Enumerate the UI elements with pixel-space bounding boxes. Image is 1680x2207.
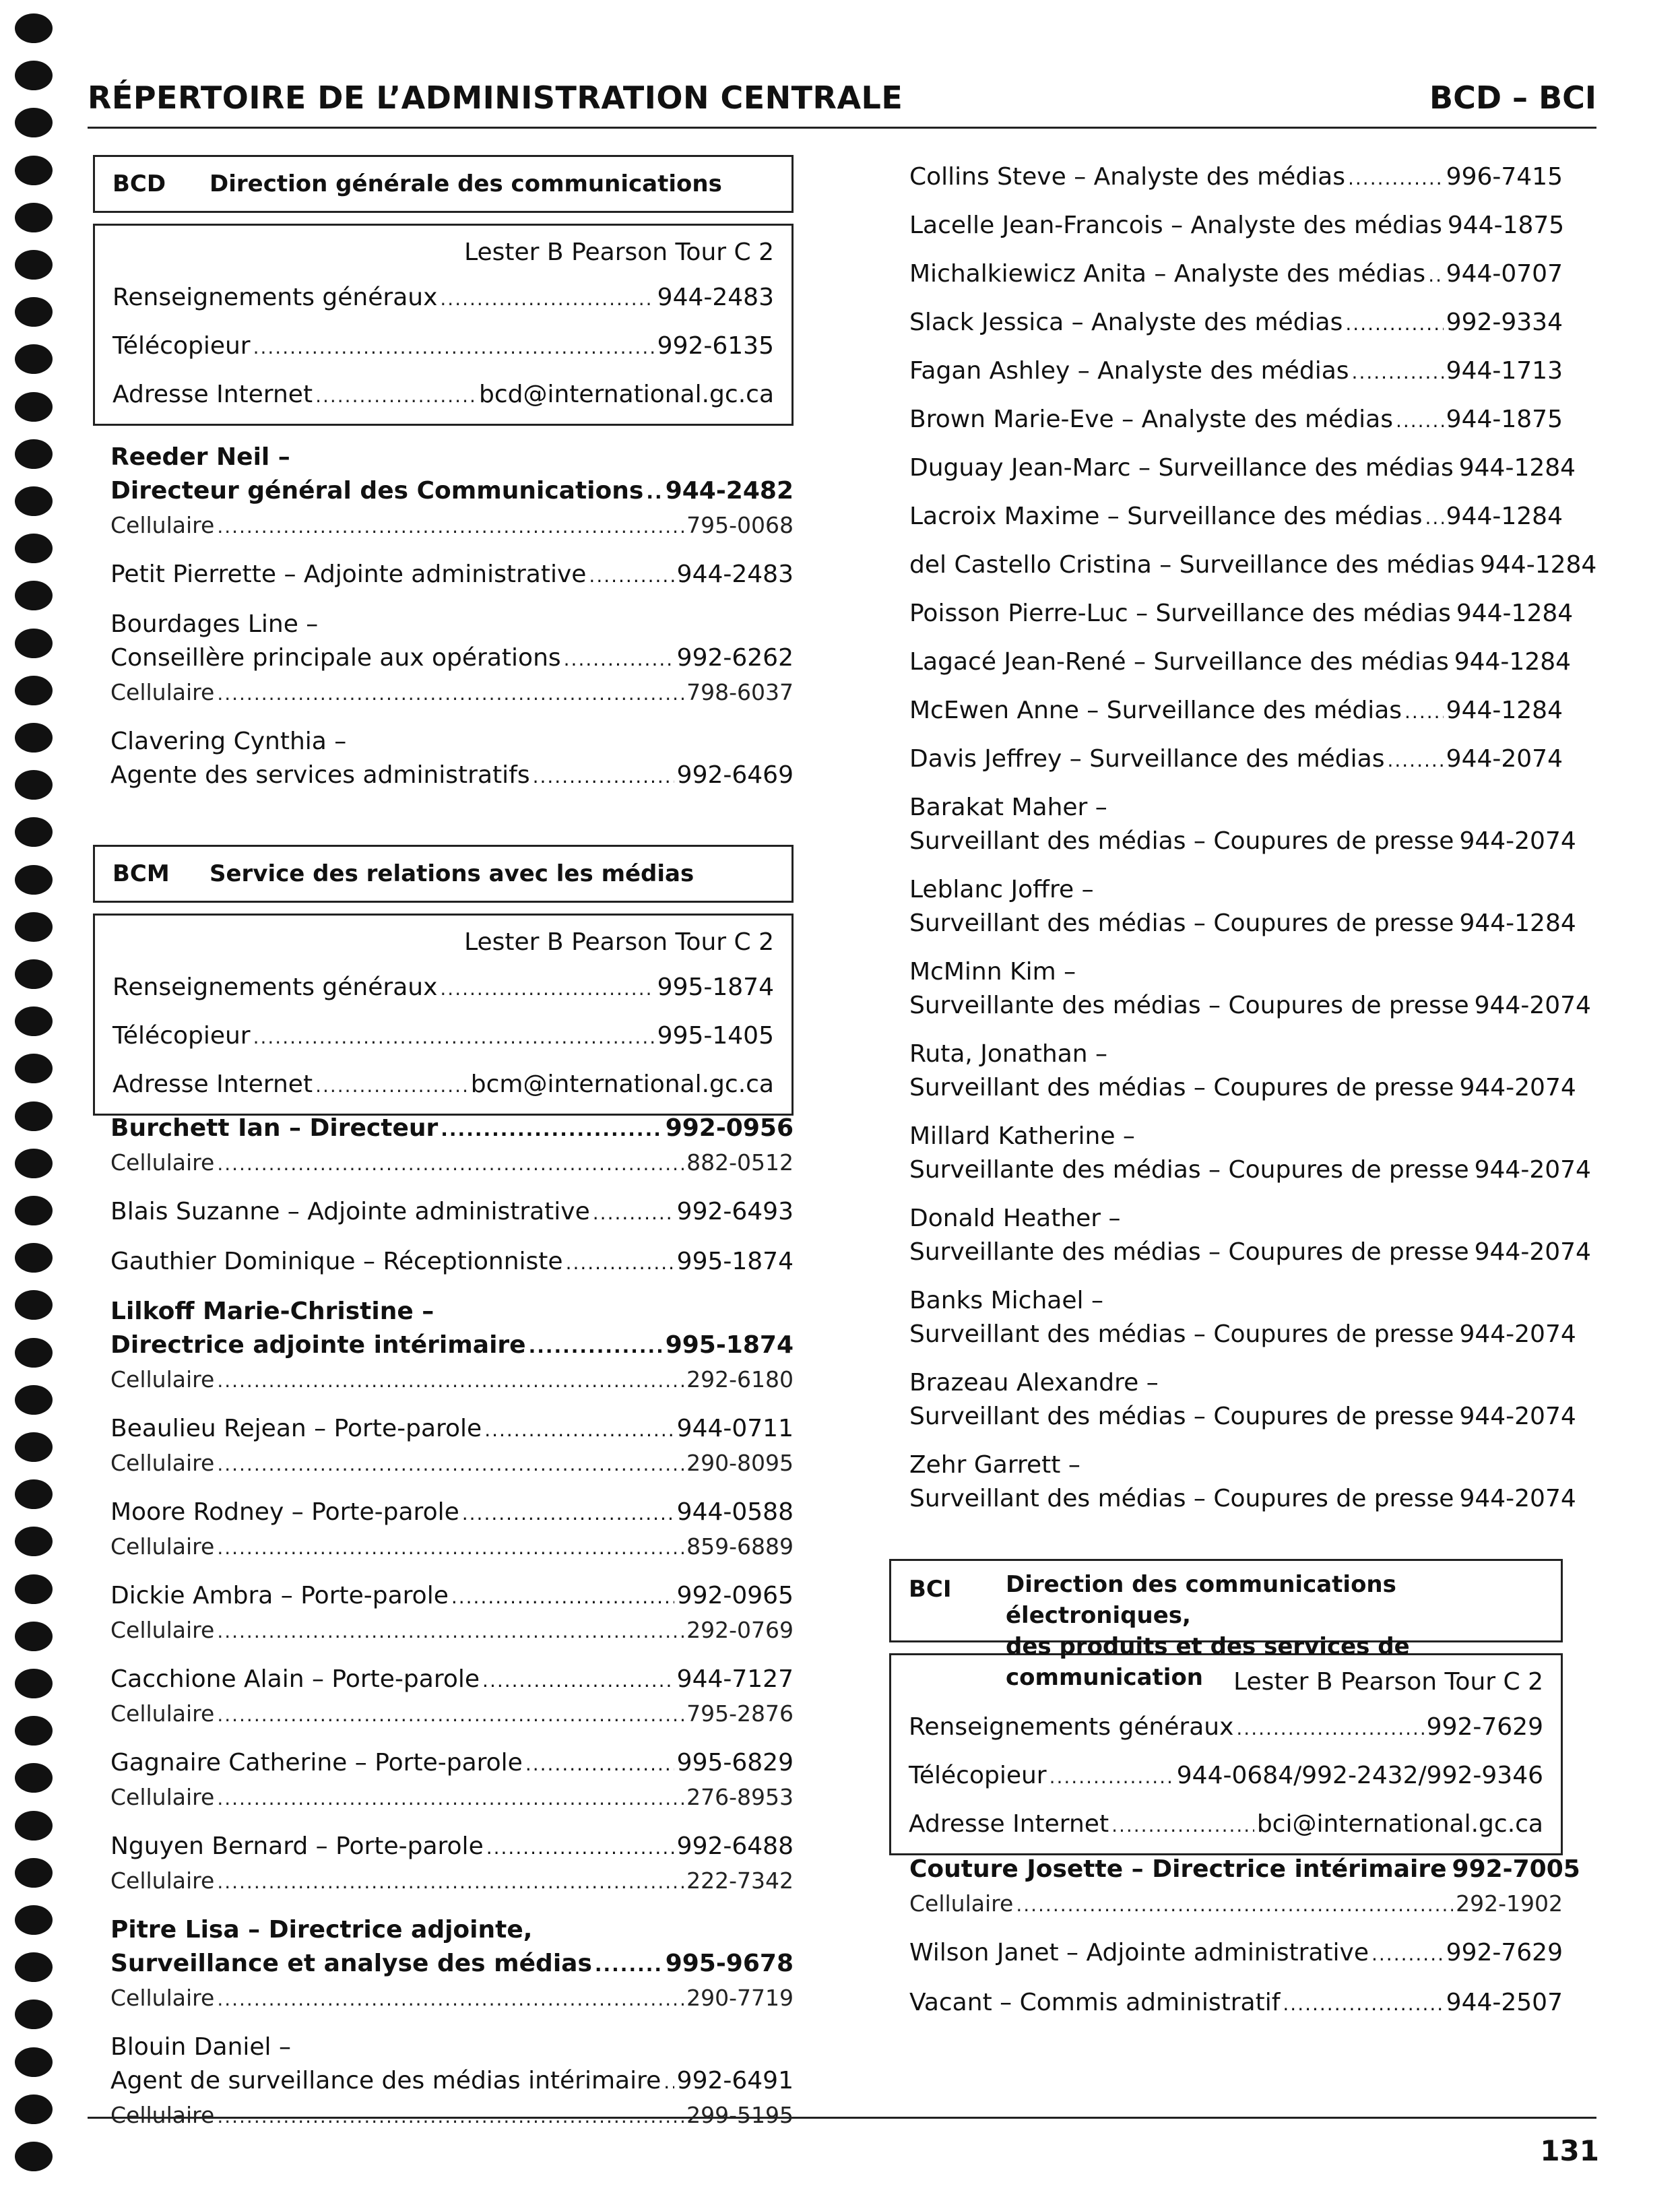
email-link[interactable]: bcd@international.gc.ca	[478, 381, 774, 408]
binding-hole	[15, 392, 53, 422]
cell-label: Cellulaire	[110, 1450, 215, 1476]
binding-hole	[15, 156, 53, 185]
entry-name: Wilson Janet – Adjointe administrative	[909, 1939, 1369, 1966]
location: Lester B Pearson Tour C 2	[464, 238, 774, 266]
list-item	[909, 791, 1576, 860]
list-item	[110, 1295, 794, 1397]
entry-name: del Castello Cristina – Surveillance des médias	[909, 551, 1475, 579]
cell-label: Cellulaire	[110, 2102, 215, 2128]
entry-phone: 995-6829	[676, 1749, 794, 1777]
binding-hole	[15, 2047, 53, 2077]
section-header-bcm	[93, 845, 794, 903]
entry-phone: 944-2074	[1459, 1074, 1576, 1101]
entry-phone: 995-9678	[665, 1950, 794, 1977]
list-item	[110, 441, 794, 543]
entry-phone: 944-1284	[1456, 600, 1574, 627]
binding-hole	[15, 1149, 53, 1178]
entry-name: Lilkoff Marie-Christine –	[110, 1298, 434, 1325]
entry-name: Gauthier Dominique – Réceptionniste	[110, 1248, 563, 1275]
entry-title: Surveillant des médias – Coupures de presse	[909, 827, 1454, 855]
list-item	[909, 451, 1576, 486]
entry-phone: 992-7629	[1446, 1939, 1563, 1966]
entry-name: McMinn Kim –	[909, 958, 1076, 986]
entry-name: Petit Pierrette – Adjointe administrative	[110, 561, 587, 588]
entry-name: Banks Michael –	[909, 1287, 1103, 1314]
section-code: BCD	[112, 170, 166, 197]
binding-hole	[15, 439, 53, 469]
cell-phone: 222-7342	[686, 1867, 794, 1894]
entry-name: Clavering Cynthia –	[110, 728, 347, 755]
info-row	[112, 1061, 774, 1110]
list-item	[909, 1853, 1580, 1921]
cell-label: Cellulaire	[110, 1784, 215, 1810]
entry-name: Zehr Garrett –	[909, 1451, 1080, 1479]
list-item	[110, 1195, 794, 1230]
list-item	[909, 1120, 1591, 1188]
location: Lester B Pearson Tour C 2	[464, 928, 774, 956]
entry-phone: 944-0588	[676, 1498, 794, 1526]
info-row	[112, 1013, 774, 1061]
cell-phone: 798-6037	[686, 679, 794, 705]
entry-phone: 992-0965	[676, 1582, 794, 1609]
cell-label: Cellulaire	[110, 1533, 215, 1560]
list-item	[909, 354, 1563, 389]
info-row	[909, 1752, 1543, 1801]
binding-hole	[15, 1338, 53, 1368]
entry-name: Fagan Ashley – Analyste des médias	[909, 357, 1349, 385]
entry-name: Lacroix Maxime – Surveillance des médias	[909, 503, 1423, 530]
binding-hole	[15, 1858, 53, 1888]
binding-hole	[15, 1432, 53, 1462]
list-item	[110, 608, 794, 710]
entry-name: Lagacé Jean-René – Surveillance des médias	[909, 648, 1449, 676]
list-item	[909, 1202, 1591, 1271]
binding-hole	[15, 1905, 53, 1935]
entry-name: Cacchione Alain – Porte-parole	[110, 1665, 480, 1693]
info-label: Renseignements généraux	[909, 1713, 1234, 1741]
entry-title: Surveillante des médias – Coupures de presse	[909, 1238, 1469, 1266]
binding-hole	[15, 959, 53, 989]
list-item	[909, 160, 1563, 195]
entry-name: Donald Heather –	[909, 1205, 1121, 1232]
entry-title: Directrice adjointe intérimaire	[110, 1331, 526, 1359]
entry-phone: 944-0711	[676, 1415, 794, 1442]
cell-phone: 299-5195	[686, 2102, 794, 2128]
entry-name: Dickie Ambra – Porte-parole	[110, 1582, 449, 1609]
entry-name: Poisson Pierre-Luc – Surveillance des médias	[909, 600, 1451, 627]
list-item	[909, 500, 1563, 535]
list-item	[909, 1037, 1576, 1106]
info-label: Adresse Internet	[909, 1810, 1109, 1838]
list-item	[110, 1412, 794, 1481]
entry-phone: 944-0707	[1446, 260, 1563, 288]
entry-phone: 944-2074	[1459, 827, 1576, 855]
cell-phone: 859-6889	[686, 1533, 794, 1560]
entry-phone: 944-2482	[665, 477, 794, 505]
list-item	[110, 1579, 794, 1648]
info-row	[112, 371, 774, 420]
cell-label: Cellulaire	[110, 1617, 215, 1643]
info-label: Télécopieur	[112, 332, 251, 360]
info-label: Télécopieur	[909, 1762, 1047, 1789]
binding-hole	[15, 581, 53, 610]
section-name: Direction générale des communications	[209, 170, 722, 197]
entries-bcm-continued	[889, 160, 1597, 1517]
info-box-bcm	[93, 914, 794, 1116]
cell-phone: 292-6180	[686, 1366, 794, 1393]
entry-phone: 995-1874	[665, 1331, 794, 1359]
cell-phone: 290-8095	[686, 1450, 794, 1476]
list-item	[110, 558, 794, 593]
entry-name: Barakat Maher –	[909, 794, 1107, 821]
entry-name: Burchett Ian – Directeur	[110, 1114, 439, 1142]
entry-name: Moore Rodney – Porte-parole	[110, 1498, 459, 1526]
binding-hole	[15, 1811, 53, 1841]
binding-hole	[15, 1527, 53, 1556]
email-link[interactable]: bcm@international.gc.ca	[470, 1070, 774, 1098]
entry-phone: 992-0956	[665, 1114, 794, 1142]
list-item	[909, 1366, 1576, 1435]
binding-hole	[15, 2000, 53, 2029]
list-item	[909, 597, 1574, 632]
binding-hole	[15, 629, 53, 658]
info-value: 992-6135	[657, 332, 774, 360]
binding-hole	[15, 250, 53, 280]
binding-hole	[15, 2094, 53, 2124]
entry-name: Millard Katherine –	[909, 1122, 1135, 1150]
entry-name: Collins Steve – Analyste des médias	[909, 163, 1345, 191]
cell-label: Cellulaire	[110, 1867, 215, 1894]
entry-phone: 944-2074	[1446, 745, 1563, 773]
list-item	[110, 1496, 794, 1564]
list-item	[909, 257, 1563, 292]
info-row	[909, 1801, 1543, 1849]
entry-phone: 944-2074	[1459, 1403, 1576, 1430]
section-name	[1006, 1569, 1561, 1693]
entry-phone: 995-1874	[676, 1248, 794, 1275]
entry-name: Reeder Neil –	[110, 443, 290, 471]
info-value: 995-1405	[657, 1022, 774, 1050]
cell-phone: 292-0769	[686, 1617, 794, 1643]
entry-phone: 992-6262	[676, 644, 794, 672]
list-item	[110, 1746, 794, 1815]
binding-hole	[15, 2142, 53, 2171]
info-value: 944-0684/992-2432/992-9346	[1176, 1762, 1543, 1789]
entries-bci	[889, 1853, 1580, 2021]
entry-phone: 992-6488	[676, 1832, 794, 1860]
entry-phone: 992-6491	[676, 2067, 794, 2094]
info-row	[909, 1704, 1543, 1752]
info-row	[112, 274, 774, 323]
entry-phone: 944-1284	[1480, 551, 1597, 579]
cell-label: Cellulaire	[110, 1700, 215, 1727]
list-item	[909, 742, 1563, 777]
list-item	[909, 1448, 1576, 1517]
list-item	[909, 1936, 1563, 1971]
list-item	[110, 1245, 794, 1280]
info-label: Adresse Internet	[112, 381, 313, 408]
email-link[interactable]: bci@international.gc.ca	[1256, 1810, 1543, 1838]
list-item	[909, 306, 1563, 341]
entry-title: Surveillant des médias – Coupures de presse	[909, 909, 1454, 937]
entry-title: Agente des services administratifs	[110, 761, 530, 789]
section-name: Service des relations avec les médias	[209, 860, 694, 887]
entries-bcd	[93, 441, 794, 794]
entry-name: Leblanc Joffre –	[909, 876, 1094, 903]
list-item	[909, 1284, 1576, 1353]
entry-name: Pitre Lisa – Directrice adjointe,	[110, 1916, 533, 1944]
binding-hole	[15, 108, 53, 137]
list-item	[909, 873, 1576, 942]
entry-phone: 944-1284	[1446, 503, 1563, 530]
binding-hole	[15, 770, 53, 800]
cell-label: Cellulaire	[110, 1985, 215, 2011]
cell-phone: 882-0512	[686, 1149, 794, 1176]
section-name-line1: Direction des communications électroniques,	[1006, 1571, 1396, 1629]
info-value: 944-2483	[657, 284, 774, 311]
list-item	[110, 725, 794, 794]
left-column	[93, 155, 794, 2133]
entry-name: Gagnaire Catherine – Porte-parole	[110, 1749, 523, 1777]
entry-phone: 944-1284	[1459, 909, 1576, 937]
entry-title: Surveillant des médias – Coupures de presse	[909, 1320, 1454, 1348]
entry-phone: 944-7127	[676, 1665, 794, 1693]
binding-hole	[15, 61, 53, 90]
list-item	[110, 1913, 794, 2016]
binding-hole	[15, 817, 53, 847]
binding-hole	[15, 203, 53, 232]
entry-name: McEwen Anne – Surveillance des médias	[909, 697, 1402, 724]
binding-hole	[15, 1669, 53, 1698]
binding-hole	[15, 297, 53, 327]
binding-hole	[15, 676, 53, 705]
binding-hole	[15, 1101, 53, 1131]
entry-name: Brown Marie-Eve – Analyste des médias	[909, 406, 1393, 433]
cell-phone: 795-2876	[686, 1700, 794, 1727]
entry-title: Agent de surveillance des médias intérimaire	[110, 2067, 661, 2094]
info-row	[112, 323, 774, 371]
cell-label: Cellulaire	[110, 512, 215, 538]
binding-hole	[15, 1952, 53, 1982]
list-item	[909, 1986, 1563, 2021]
entry-phone: 992-6493	[676, 1198, 794, 1225]
entry-name: Blouin Daniel –	[110, 2033, 291, 2061]
entry-phone: 992-7005	[1452, 1855, 1580, 1883]
cell-label: Cellulaire	[909, 1890, 1014, 1917]
entry-name: Blais Suzanne – Adjointe administrative	[110, 1198, 590, 1225]
info-value: 992-7629	[1426, 1713, 1543, 1741]
entry-title: Surveillante des médias – Coupures de presse	[909, 1156, 1469, 1184]
entry-phone: 996-7415	[1446, 163, 1563, 191]
entries-bcm	[93, 1112, 794, 2133]
list-item	[909, 209, 1563, 244]
entry-phone: 944-2507	[1446, 1989, 1563, 2016]
binding-hole	[15, 1054, 53, 1083]
binding-hole	[15, 1763, 53, 1793]
binding-hole	[15, 865, 53, 895]
location: Lester B Pearson Tour C 2	[1233, 1668, 1543, 1696]
info-label: Adresse Internet	[112, 1070, 313, 1098]
entry-phone: 944-1875	[1446, 406, 1563, 433]
info-label: Télécopieur	[112, 1022, 251, 1050]
binding-hole	[15, 1243, 53, 1273]
cell-label: Cellulaire	[110, 1149, 215, 1176]
list-item	[909, 645, 1572, 680]
info-label: Renseignements généraux	[112, 973, 438, 1001]
entry-phone: 944-1284	[1458, 454, 1576, 482]
entry-phone: 944-2074	[1474, 1156, 1591, 1184]
entry-name: Lacelle Jean-Francois – Analyste des médias	[909, 212, 1442, 239]
binding-hole	[15, 723, 53, 753]
entry-phone: 944-1284	[1454, 648, 1572, 676]
cell-label: Cellulaire	[110, 1366, 215, 1393]
entry-phone: 944-1713	[1446, 357, 1563, 385]
entry-title: Surveillance et analyse des médias	[110, 1950, 592, 1977]
info-label: Renseignements généraux	[112, 284, 438, 311]
entry-title: Conseillère principale aux opérations	[110, 644, 561, 672]
section-name-line2: des produits et des services de communication	[1006, 1633, 1410, 1691]
cell-phone: 290-7719	[686, 1985, 794, 2011]
binding-hole	[15, 912, 53, 942]
cell-phone: 276-8953	[686, 1784, 794, 1810]
entry-name: Brazeau Alexandre –	[909, 1369, 1159, 1397]
entry-name: Couture Josette – Directrice intérimaire	[909, 1855, 1447, 1883]
binding-hole	[15, 1196, 53, 1225]
info-row	[112, 964, 774, 1013]
binding-holes	[15, 13, 55, 2189]
entry-phone: 992-9334	[1446, 309, 1563, 336]
list-item	[110, 1830, 794, 1898]
binding-hole	[15, 13, 53, 43]
page-header	[88, 79, 1596, 129]
binding-hole	[15, 534, 53, 563]
list-item	[909, 548, 1597, 583]
entry-name: Bourdages Line –	[110, 610, 319, 638]
binding-hole	[15, 1290, 53, 1320]
entry-title: Surveillant des médias – Coupures de presse	[909, 1074, 1454, 1101]
list-item	[909, 955, 1591, 1024]
right-column	[889, 160, 1597, 2021]
directory-title: RÉPERTOIRE DE L’ADMINISTRATION CENTRALE	[88, 79, 903, 116]
binding-hole	[15, 1479, 53, 1509]
list-item	[909, 694, 1563, 729]
entry-name: Duguay Jean-Marc – Surveillance des médias	[909, 454, 1454, 482]
entry-phone: 944-2074	[1459, 1320, 1576, 1348]
entry-name: Nguyen Bernard – Porte-parole	[110, 1832, 484, 1860]
entry-title: Surveillant des médias – Coupures de presse	[909, 1403, 1454, 1430]
entry-phone: 944-2074	[1459, 1485, 1576, 1512]
list-item	[110, 1112, 794, 1180]
binding-hole	[15, 344, 53, 374]
entry-phone: 944-2074	[1474, 992, 1591, 1019]
entry-title: Directeur général des Communications	[110, 477, 644, 505]
info-box-bcd	[93, 224, 794, 426]
entry-title: Surveillant des médias – Coupures de presse	[909, 1485, 1454, 1512]
entry-phone: 944-1284	[1446, 697, 1563, 724]
entry-name: Ruta, Jonathan –	[909, 1040, 1108, 1068]
entry-name: Slack Jessica – Analyste des médias	[909, 309, 1343, 336]
binding-hole	[15, 1574, 53, 1604]
section-code: BCM	[112, 860, 170, 887]
entry-name: Michalkiewicz Anita – Analyste des médias	[909, 260, 1426, 288]
page-number: 131	[1540, 2134, 1599, 2167]
info-value: 995-1874	[657, 973, 774, 1001]
section-codes: BCD – BCI	[1429, 79, 1596, 116]
entry-phone: 944-1875	[1447, 212, 1565, 239]
binding-hole	[15, 1622, 53, 1651]
entry-phone: 992-6469	[676, 761, 794, 789]
cell-label: Cellulaire	[110, 679, 215, 705]
entry-name: Davis Jeffrey – Surveillance des médias	[909, 745, 1385, 773]
section-header-bcd	[93, 155, 794, 213]
binding-hole	[15, 1385, 53, 1415]
entry-title: Surveillante des médias – Coupures de presse	[909, 992, 1469, 1019]
binding-hole	[15, 486, 53, 516]
cell-phone: 795-0068	[686, 512, 794, 538]
section-code: BCI	[909, 1576, 952, 1603]
cell-phone: 292-1902	[1456, 1890, 1563, 1917]
binding-hole	[15, 1716, 53, 1746]
footer-rule	[88, 2117, 1596, 2119]
entry-phone: 944-2483	[676, 561, 794, 588]
entry-name: Beaulieu Rejean – Porte-parole	[110, 1415, 482, 1442]
entry-name: Vacant – Commis administratif	[909, 1989, 1281, 2016]
binding-hole	[15, 1006, 53, 1036]
list-item	[909, 403, 1563, 438]
entry-phone: 944-2074	[1474, 1238, 1591, 1266]
list-item	[110, 1663, 794, 1731]
